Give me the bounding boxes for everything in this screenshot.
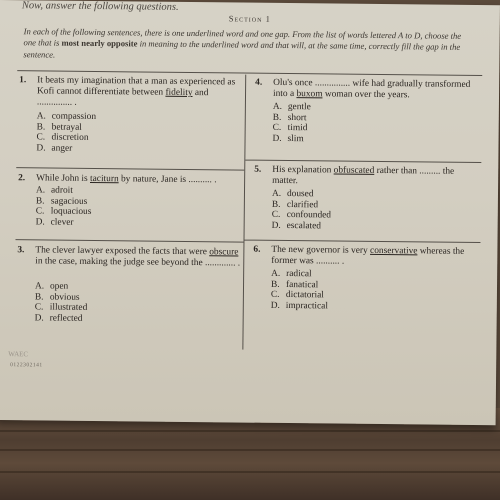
option-d[interactable]: D. slim (272, 133, 304, 144)
question-5 (254, 164, 478, 232)
stem-text: His explanation (272, 164, 334, 176)
options-list (271, 269, 329, 312)
stem-text: While John is (36, 173, 91, 184)
intro-text: Now, answer the following questions. (21, 0, 179, 13)
option-b[interactable]: B. betrayal (36, 121, 82, 133)
stem-text: rather than ......... the matter. (272, 165, 455, 187)
instructions-part-1: In each of the following sentences, there is one underlined word and one gap. From the list of words lettered A to D, choose the one that is (23, 26, 462, 49)
row-rule (244, 240, 480, 243)
option-d[interactable]: D. clever (35, 217, 74, 228)
option-d[interactable]: D. escalated (271, 220, 322, 232)
option-a[interactable]: A. gentle (272, 101, 311, 113)
wood-grain-line (0, 449, 500, 451)
watermark: WAEC (8, 350, 29, 359)
instructions (23, 26, 475, 65)
option-d[interactable]: D. reflected (34, 313, 83, 324)
question-number: 6. (253, 244, 261, 255)
option-c[interactable]: C. dictatorial (270, 290, 324, 301)
option-a[interactable]: A. doused (271, 188, 314, 200)
option-b[interactable]: B. short (272, 112, 307, 123)
question-stem (37, 75, 242, 110)
question-stem (273, 78, 479, 102)
underlined-word: obfuscated (333, 165, 375, 176)
paper-code: 0122302141 (10, 362, 43, 369)
stem-text: It beats my imagination that a man as experienced as Kofi cannot differentiate between (36, 75, 236, 98)
question-1 (19, 75, 241, 154)
option-c[interactable]: C. loquacious (35, 206, 92, 218)
stem-text: Olu's once ............... wife had gradually transformed into a (272, 77, 471, 100)
option-b[interactable]: B. clarified (271, 199, 319, 210)
stem-text: The clever lawyer exposed the facts that were (35, 245, 210, 258)
underlined-word: taciturn (89, 173, 119, 185)
stem-text: by nature, Jane is .......... . (118, 174, 217, 186)
options-list (35, 281, 88, 324)
question-number: 2. (18, 173, 26, 184)
instructions-part-2: in meaning to the underlined word and that will, at the same time, correctly fill the gap in the sentence. (23, 38, 461, 60)
stem-text: whereas the former was .......... . (271, 246, 465, 267)
option-c[interactable]: C. discretion (36, 132, 89, 144)
option-c[interactable]: C. timid (272, 123, 308, 134)
option-a[interactable]: A. open (34, 281, 69, 292)
underlined-word: buxom (296, 89, 323, 100)
row-rule (16, 167, 244, 170)
row-rule (15, 239, 243, 242)
option-b[interactable]: B. sagacious (35, 195, 88, 207)
question-number: 3. (17, 245, 25, 256)
question-2 (18, 173, 240, 228)
stem-text: The new governor is very (271, 244, 371, 256)
question-stem (36, 173, 241, 186)
options-list (273, 102, 311, 145)
underlined-word: obscure (209, 247, 239, 258)
option-a[interactable]: A. radical (271, 268, 312, 280)
options-list (36, 185, 92, 228)
stem-text: woman over the years. (322, 89, 410, 101)
option-a[interactable]: A. compassion (36, 111, 97, 123)
stem-text: in the case, making the judge see beyond the ............. . (35, 256, 241, 269)
column-divider (242, 75, 246, 350)
option-b[interactable]: B. fanatical (270, 279, 319, 290)
option-b[interactable]: B. obvious (34, 291, 80, 303)
question-6 (253, 244, 477, 312)
option-d[interactable]: D. anger (36, 143, 73, 154)
wood-grain-line (0, 430, 500, 432)
question-4 (255, 77, 479, 144)
section-title: Section 1 (228, 13, 271, 24)
wood-grain-line (0, 471, 500, 473)
question-number: 5. (254, 164, 262, 175)
question-number: 4. (255, 77, 263, 88)
option-c[interactable]: C. confounded (271, 210, 332, 221)
question-number: 1. (19, 75, 27, 86)
underlined-word: conservative (370, 245, 418, 257)
instructions-bold: most nearly opposite (61, 38, 138, 49)
row-rule (245, 160, 481, 163)
stem-text: and ............... . (36, 88, 209, 108)
question-stem (272, 165, 478, 189)
underlined-word: fidelity (165, 87, 193, 99)
question-stem (271, 245, 477, 269)
option-d[interactable]: D. impractical (270, 300, 329, 312)
option-a[interactable]: A. adroit (35, 185, 73, 196)
question-3 (17, 245, 241, 324)
question-stem (35, 245, 240, 269)
options-list (272, 189, 332, 232)
options-list (36, 111, 96, 154)
option-c[interactable]: C. illustrated (34, 302, 88, 314)
